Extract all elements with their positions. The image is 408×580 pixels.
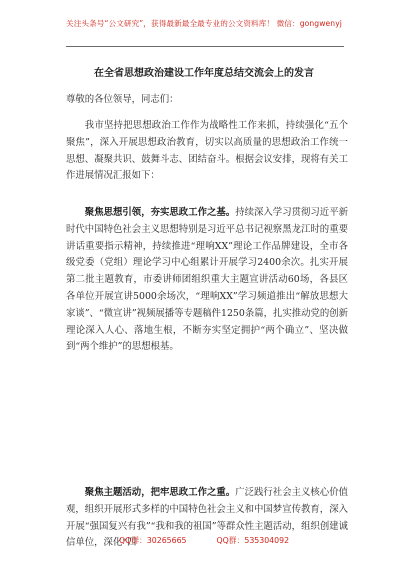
header-divider (66, 46, 344, 47)
paragraph-text: 我市坚持把思想政治工作作为战略性工作来抓，持续强化“五个聚焦”，深入开展思想政治教育，切实以高质量的思想政治工作统一思想、凝聚共识、鼓舞斗志、团结奋斗。根据会议安排，现将有关工作进展情况汇报如下： (66, 120, 348, 182)
salutation: 尊敬的各位领导，同志们： (66, 94, 179, 105)
footer-qq-group-2: QQ群：535304092 (216, 536, 290, 545)
footer-qq-group-1: QQ群：30265665 (118, 536, 187, 545)
footer (0, 535, 408, 546)
paragraph-text: 持续深入学习贯彻习近平新时代中国特色社会主义思想特别是习近平总书记视察黑龙江时的重要讲话重要指示精神，持续推进“理响XX”理论工作品牌建设，全市各级党委（党组）理论学习中心组累计开展学习2400余次。扎实开展第二批主题教育，市委讲师团组织重大主题宣讲活动60场，各县区各单位开展宣讲5000余场次，“理响XX”学习频道推出“解放思想大家谈”、“微宣讲”视频展播等专题稿件1250条篇，扎实推动党的创新理论深入人心、落地生根，不断夯实坚定拥护“两个确立”、坚决做到“两个维护”的思想根基。 (66, 207, 348, 353)
paragraph-thought-guidance (66, 205, 348, 356)
paragraph-lead: 聚焦思想引领，夯实思政工作之基。 (84, 207, 236, 218)
document-title: 在全省思想政治建设工作年度总结交流会上的发言 (94, 68, 314, 79)
paragraph-text: 广泛践行社会主义核心价值观，组织开展形式多样的中国特色社会主义和中国梦宣传教育，深入开展“强国复兴有我”“我和我的祖国”等群众性主题活动，组织创建诚信单位，深化“四 (66, 487, 348, 549)
paragraph-intro (66, 118, 348, 185)
paragraph-lead: 聚焦主题活动，把牢思政工作之重。 (84, 487, 236, 498)
header-banner: 关注头条号“公文研究”，获得最新最全最专业的公文资料库！ 微信：gongwenyj (66, 19, 342, 28)
